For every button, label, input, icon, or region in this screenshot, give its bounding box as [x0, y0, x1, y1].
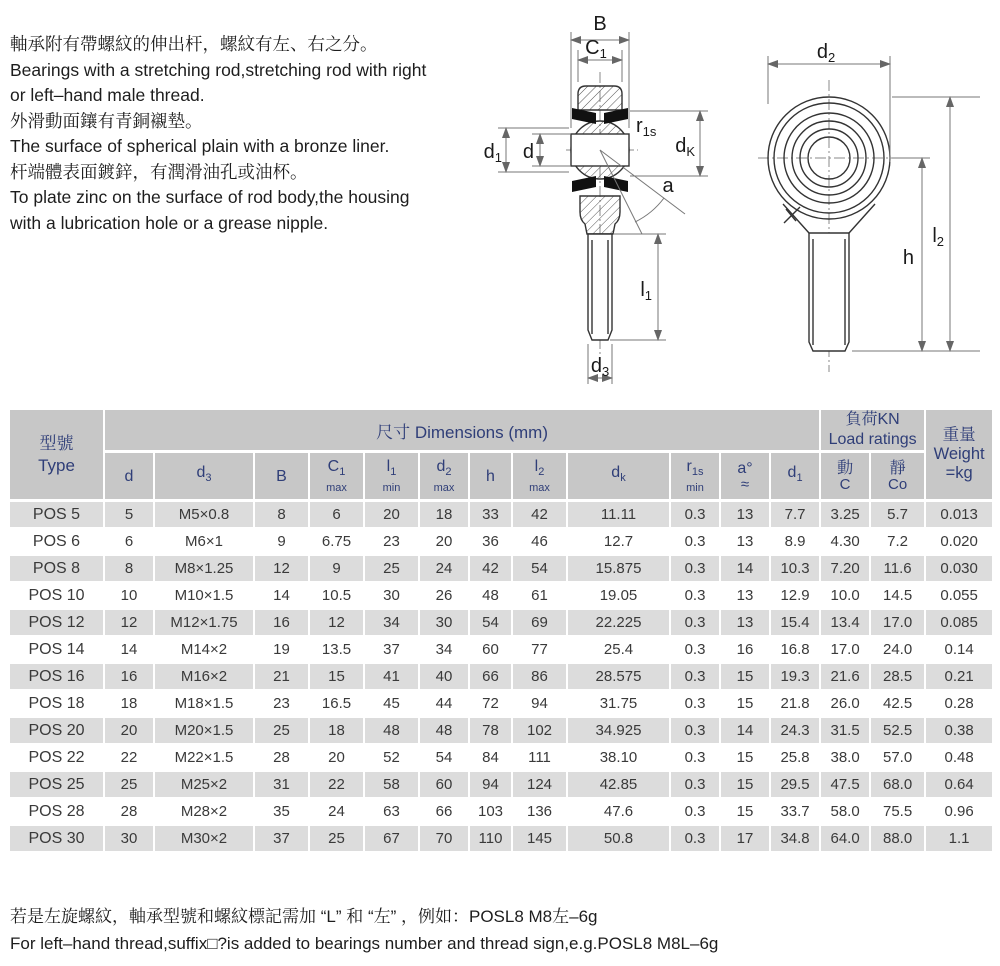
value-cell: 0.3 [670, 582, 720, 609]
value-cell: 7.20 [820, 555, 870, 582]
value-cell: M10×1.5 [154, 582, 254, 609]
value-cell: 28 [104, 798, 154, 825]
value-cell: M16×2 [154, 663, 254, 690]
value-cell: 0.3 [670, 663, 720, 690]
value-cell: 10.5 [309, 582, 364, 609]
value-cell: 25 [254, 717, 309, 744]
value-cell: 8.9 [770, 528, 820, 555]
value-cell: 60 [419, 771, 469, 798]
value-cell: 61 [512, 582, 567, 609]
value-cell: M18×1.5 [154, 690, 254, 717]
value-cell: 14 [720, 555, 770, 582]
value-cell: 66 [469, 663, 512, 690]
value-cell: 24 [309, 798, 364, 825]
value-cell: 42 [512, 501, 567, 529]
value-cell: 13 [720, 609, 770, 636]
value-cell: 58.0 [820, 798, 870, 825]
value-cell: 17.0 [870, 609, 925, 636]
value-cell: 40 [419, 663, 469, 690]
footer-line-zh: 若是左旋螺紋，軸承型號和螺紋標記需加 “L” 和 “左” ，例如：POSL8 M8左–6g [10, 907, 598, 926]
value-cell: 17 [720, 825, 770, 852]
value-cell: 63 [364, 798, 419, 825]
type-cell: POS 14 [9, 636, 104, 663]
column-header: a° ≈ [720, 452, 770, 501]
value-cell: 84 [469, 744, 512, 771]
value-cell: 13 [720, 528, 770, 555]
column-header: 動 C [820, 452, 870, 501]
value-cell: 0.3 [670, 609, 720, 636]
column-header: $l_2$ max [512, 452, 567, 501]
value-cell: 31.5 [820, 717, 870, 744]
value-cell: 34 [364, 609, 419, 636]
value-cell: 16 [720, 636, 770, 663]
value-cell: 38.10 [567, 744, 670, 771]
value-cell: 26.0 [820, 690, 870, 717]
value-cell: M20×1.5 [154, 717, 254, 744]
value-cell: 18 [419, 501, 469, 529]
value-cell: 50.8 [567, 825, 670, 852]
value-cell: 78 [469, 717, 512, 744]
intro-line: 外滑動面鑲有青銅襯墊。 [10, 110, 203, 131]
table-row [9, 501, 993, 529]
value-cell: 0.3 [670, 555, 720, 582]
type-cell: POS 18 [9, 690, 104, 717]
table-row [9, 582, 993, 609]
value-cell: 12 [254, 555, 309, 582]
value-cell: 47.6 [567, 798, 670, 825]
value-cell: 13 [720, 501, 770, 529]
type-cell: POS 25 [9, 771, 104, 798]
value-cell: 31.75 [567, 690, 670, 717]
value-cell: 35 [254, 798, 309, 825]
value-cell: 0.3 [670, 501, 720, 529]
value-cell: 52 [364, 744, 419, 771]
value-cell: 10.0 [820, 582, 870, 609]
intro-line: with a lubrication hole or a grease nipple. [10, 212, 329, 233]
value-cell: 16 [104, 663, 154, 690]
value-cell: 18 [309, 717, 364, 744]
value-cell: 20 [104, 717, 154, 744]
dim-label-d2: $d_2$ [816, 41, 836, 65]
value-cell: M30×2 [154, 825, 254, 852]
value-cell: 25 [104, 771, 154, 798]
value-cell: 25 [364, 555, 419, 582]
section-view-diagram [470, 0, 750, 400]
value-cell: 1.1 [925, 825, 993, 852]
table-row [9, 555, 993, 582]
value-cell: 48 [364, 717, 419, 744]
value-cell: 17.0 [820, 636, 870, 663]
value-cell: 15.875 [567, 555, 670, 582]
dim-label-B: B [593, 13, 607, 35]
value-cell: 30 [364, 582, 419, 609]
value-cell: 22.225 [567, 609, 670, 636]
spec-table [8, 408, 994, 853]
value-cell: 0.3 [670, 798, 720, 825]
value-cell: 60 [469, 636, 512, 663]
table-row [9, 690, 993, 717]
value-cell: 0.96 [925, 798, 993, 825]
type-cell: POS 20 [9, 717, 104, 744]
value-cell: 44 [419, 690, 469, 717]
value-cell: 4.30 [820, 528, 870, 555]
value-cell: 25.4 [567, 636, 670, 663]
value-cell: 19.3 [770, 663, 820, 690]
value-cell: M6×1 [154, 528, 254, 555]
value-cell: 11.6 [870, 555, 925, 582]
value-cell: 15 [720, 771, 770, 798]
load-header-zh: 負荷KN [845, 411, 900, 428]
value-cell: 0.3 [670, 636, 720, 663]
value-cell: 33.7 [770, 798, 820, 825]
intro-line: The surface of spherical plain with a bronze liner. [10, 136, 390, 156]
value-cell: 21 [254, 663, 309, 690]
value-cell: 6.75 [309, 528, 364, 555]
value-cell: 86 [512, 663, 567, 690]
value-cell: 0.055 [925, 582, 993, 609]
value-cell: 23 [254, 690, 309, 717]
value-cell: 37 [254, 825, 309, 852]
table-row [9, 636, 993, 663]
value-cell: 9 [309, 555, 364, 582]
load-header-en: Load ratings [828, 431, 917, 448]
table-row [9, 744, 993, 771]
value-cell: M5×0.8 [154, 501, 254, 529]
value-cell: 0.3 [670, 717, 720, 744]
footer-line-en: For left–hand thread,suffix□?is added to bearings number and thread sign,e.g.POSL8 M8L–6g [10, 934, 719, 953]
value-cell: 12.9 [770, 582, 820, 609]
value-cell: 72 [469, 690, 512, 717]
value-cell: 11.11 [567, 501, 670, 529]
value-cell: 102 [512, 717, 567, 744]
value-cell: 9 [254, 528, 309, 555]
value-cell: 3.25 [820, 501, 870, 529]
value-cell: 22 [104, 744, 154, 771]
value-cell: 8 [254, 501, 309, 529]
housing-lower [580, 196, 620, 234]
type-cell: POS 8 [9, 555, 104, 582]
table-row [9, 717, 993, 744]
value-cell: 15 [720, 663, 770, 690]
value-cell: 30 [419, 609, 469, 636]
value-cell: 0.3 [670, 771, 720, 798]
value-cell: 7.7 [770, 501, 820, 529]
column-header: $d_k$ [567, 452, 670, 501]
value-cell: 136 [512, 798, 567, 825]
value-cell: 34.925 [567, 717, 670, 744]
value-cell: M8×1.25 [154, 555, 254, 582]
value-cell: 26 [419, 582, 469, 609]
column-header: $r_{1s}$ min [670, 452, 720, 501]
value-cell: 0.3 [670, 744, 720, 771]
value-cell: 16 [254, 609, 309, 636]
column-header: $C_1$ max [309, 452, 364, 501]
value-cell: 0.28 [925, 690, 993, 717]
value-cell: M22×1.5 [154, 744, 254, 771]
value-cell: 58 [364, 771, 419, 798]
value-cell: 20 [419, 528, 469, 555]
value-cell: 18 [104, 690, 154, 717]
dim-label-d1: $d_1$ [483, 141, 502, 165]
value-cell: 0.030 [925, 555, 993, 582]
value-cell: 0.21 [925, 663, 993, 690]
value-cell: 15 [720, 744, 770, 771]
value-cell: M25×2 [154, 771, 254, 798]
value-cell: 14.5 [870, 582, 925, 609]
dim-label-l1: $l_1$ [640, 279, 652, 303]
value-cell: 6 [104, 528, 154, 555]
value-cell: 14 [104, 636, 154, 663]
value-cell: 103 [469, 798, 512, 825]
table-row [9, 798, 993, 825]
value-cell: 94 [512, 690, 567, 717]
value-cell: 15.4 [770, 609, 820, 636]
value-cell: 68.0 [870, 771, 925, 798]
value-cell: 8 [104, 555, 154, 582]
value-cell: 42 [469, 555, 512, 582]
value-cell: 12 [104, 609, 154, 636]
intro-line: To plate zinc on the surface of rod body,the housing [10, 187, 410, 207]
value-cell: 75.5 [870, 798, 925, 825]
value-cell: 34.8 [770, 825, 820, 852]
table-row [9, 825, 993, 852]
value-cell: 111 [512, 744, 567, 771]
value-cell: 13 [720, 582, 770, 609]
intro-line: or left–hand male thread. [10, 85, 205, 105]
value-cell: 0.085 [925, 609, 993, 636]
value-cell: 0.3 [670, 825, 720, 852]
seal [604, 176, 628, 192]
type-cell: POS 10 [9, 582, 104, 609]
dimensions-group-header: 尺寸 Dimensions (mm) [104, 409, 820, 452]
value-cell: 34 [419, 636, 469, 663]
value-cell: 6 [309, 501, 364, 529]
type-header-en: Type [38, 455, 75, 475]
value-cell: 54 [512, 555, 567, 582]
value-cell: M28×2 [154, 798, 254, 825]
value-cell: 20 [309, 744, 364, 771]
value-cell: 0.38 [925, 717, 993, 744]
dim-label-h: h [902, 247, 914, 269]
value-cell: 28.5 [870, 663, 925, 690]
intro-line: Bearings with a stretching rod,stretching rod with right [10, 59, 427, 80]
intro-text-block [10, 32, 475, 236]
column-header: $l_1$ min [364, 452, 419, 501]
value-cell: 48 [419, 717, 469, 744]
value-cell: 69 [512, 609, 567, 636]
value-cell: 21.6 [820, 663, 870, 690]
column-header: d [104, 452, 154, 501]
value-cell: 38.0 [820, 744, 870, 771]
head-taper [783, 204, 809, 233]
type-cell: POS 16 [9, 663, 104, 690]
type-cell: POS 5 [9, 501, 104, 529]
value-cell: 42.85 [567, 771, 670, 798]
value-cell: 14 [720, 717, 770, 744]
table-row [9, 528, 993, 555]
value-cell: 31 [254, 771, 309, 798]
value-cell: 23 [364, 528, 419, 555]
intro-line: 軸承附有帶螺紋的伸出杆，螺紋有左、右之分。 [10, 34, 378, 54]
value-cell: 5.7 [870, 501, 925, 529]
value-cell: 24.0 [870, 636, 925, 663]
value-cell: 25 [309, 825, 364, 852]
value-cell: 20 [364, 501, 419, 529]
value-cell: 0.48 [925, 744, 993, 771]
value-cell: 33 [469, 501, 512, 529]
column-header: B [254, 452, 309, 501]
type-cell: POS 30 [9, 825, 104, 852]
value-cell: 52.5 [870, 717, 925, 744]
dim-label-d3: $d_3$ [590, 355, 610, 379]
value-cell: 66 [419, 798, 469, 825]
value-cell: 70 [419, 825, 469, 852]
value-cell: 7.2 [870, 528, 925, 555]
value-cell: 22 [309, 771, 364, 798]
value-cell: 12.7 [567, 528, 670, 555]
value-cell: 0.3 [670, 690, 720, 717]
table-row [9, 609, 993, 636]
value-cell: 46 [512, 528, 567, 555]
value-cell: 88.0 [870, 825, 925, 852]
value-cell: 57.0 [870, 744, 925, 771]
value-cell: M14×2 [154, 636, 254, 663]
value-cell: 13.5 [309, 636, 364, 663]
value-cell: 67 [364, 825, 419, 852]
value-cell: 28 [254, 744, 309, 771]
value-cell: 15 [720, 798, 770, 825]
type-column-header [9, 409, 104, 501]
value-cell: 124 [512, 771, 567, 798]
value-cell: M12×1.75 [154, 609, 254, 636]
value-cell: 12 [309, 609, 364, 636]
value-cell: 41 [364, 663, 419, 690]
value-cell: 45 [364, 690, 419, 717]
value-cell: 54 [419, 744, 469, 771]
value-cell: 0.14 [925, 636, 993, 663]
column-header: $d_1$ [770, 452, 820, 501]
value-cell: 48 [469, 582, 512, 609]
dim-label-l2: $l_2$ [932, 225, 944, 249]
dim-label-dk: $d_K$ [675, 135, 695, 159]
dim-label-r1s: $r_{1s}$ [636, 115, 657, 139]
column-header: 靜 Co [870, 452, 925, 501]
dim-label-d: d [522, 141, 534, 163]
value-cell: 10 [104, 582, 154, 609]
type-cell: POS 6 [9, 528, 104, 555]
value-cell: 36 [469, 528, 512, 555]
value-cell: 94 [469, 771, 512, 798]
value-cell: 0.013 [925, 501, 993, 529]
value-cell: 0.3 [670, 528, 720, 555]
side-view-diagram [740, 10, 1000, 400]
value-cell: 13.4 [820, 609, 870, 636]
value-cell: 47.5 [820, 771, 870, 798]
head-taper [849, 204, 875, 233]
table-row [9, 771, 993, 798]
value-cell: 19 [254, 636, 309, 663]
type-header-zh: 型號 [39, 433, 74, 453]
value-cell: 145 [512, 825, 567, 852]
weight-header-unit: =kg [945, 464, 973, 482]
column-header: $d_2$ max [419, 452, 469, 501]
value-cell: 37 [364, 636, 419, 663]
value-cell: 0.020 [925, 528, 993, 555]
value-cell: 5 [104, 501, 154, 529]
value-cell: 24.3 [770, 717, 820, 744]
value-cell: 15 [720, 690, 770, 717]
value-cell: 42.5 [870, 690, 925, 717]
column-header: $d_3$ [154, 452, 254, 501]
value-cell: 110 [469, 825, 512, 852]
column-header: h [469, 452, 512, 501]
value-cell: 10.3 [770, 555, 820, 582]
weight-header-en: Weight [933, 445, 985, 463]
value-cell: 64.0 [820, 825, 870, 852]
type-cell: POS 22 [9, 744, 104, 771]
dim-label-a: a [662, 175, 674, 197]
value-cell: 21.8 [770, 690, 820, 717]
value-cell: 29.5 [770, 771, 820, 798]
value-cell: 25.8 [770, 744, 820, 771]
type-cell: POS 12 [9, 609, 104, 636]
value-cell: 19.05 [567, 582, 670, 609]
value-cell: 0.64 [925, 771, 993, 798]
value-cell: 16.8 [770, 636, 820, 663]
load-ratings-group-header [820, 409, 925, 452]
value-cell: 16.5 [309, 690, 364, 717]
footer-note [10, 903, 990, 957]
value-cell: 14 [254, 582, 309, 609]
value-cell: 15 [309, 663, 364, 690]
value-cell: 30 [104, 825, 154, 852]
table-row [9, 663, 993, 690]
weight-column-header [925, 409, 993, 501]
housing-cap [578, 86, 622, 110]
intro-line: 杆端體表面鍍鋅，有潤滑油孔或油杯。 [10, 161, 308, 182]
dim-label-C1: $C_1$ [585, 37, 607, 61]
value-cell: 28.575 [567, 663, 670, 690]
seal [572, 176, 596, 192]
weight-header-zh: 重量 [942, 426, 976, 444]
type-cell: POS 28 [9, 798, 104, 825]
threaded-shank [809, 233, 849, 351]
value-cell: 77 [512, 636, 567, 663]
value-cell: 24 [419, 555, 469, 582]
value-cell: 54 [469, 609, 512, 636]
